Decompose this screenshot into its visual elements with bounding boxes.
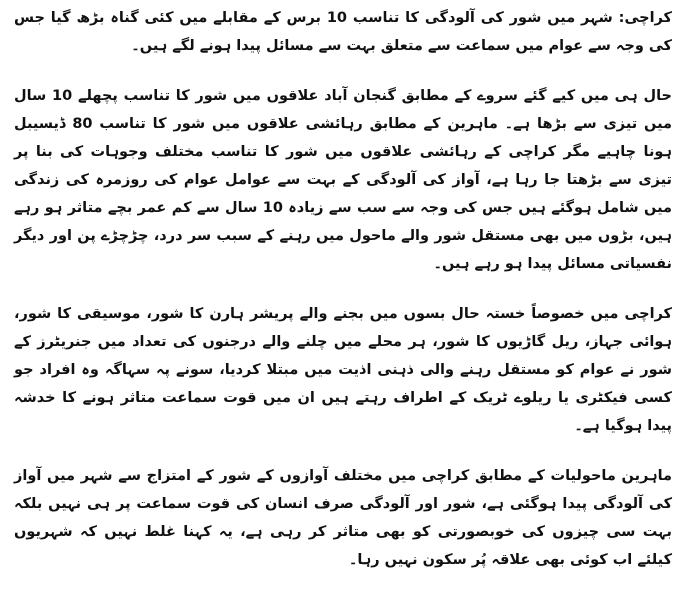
article-paragraph-2: حال ہی میں کیے گئے سروے کے مطابق گنجان آباد علاقوں میں شور کا تناسب پچھلے 10 سال میں تیزی سے بڑھا ہے۔ ماہرین کے مطابق رہائشی علاقوں میں شور کا تناسب 80 ڈیسیبل ہونا چاہیے مگر کراچی کے رہائشی علاقوں میں شور کا تناسب مختلف وجوہات کی بنا پر تیزی سے بڑھتا جا رہا ہے، آواز کی آلودگی کے بہت سے عوامل عوام کی روزمرہ کی زندگی میں شامل ہوگئے ہیں جس کی وجہ سے سب سے زیادہ 10 سال سے کم عمر بچے متاثر ہو رہے ہیں، بڑوں میں بھی مستقل شور والے ماحول میں رہنے کے سبب سر درد، چڑچڑے پن اور دیگر نفسیاتی مسائل پیدا ہو رہے ہیں۔ — [14, 88, 672, 272]
article-paragraph-4: ماہرین ماحولیات کے مطابق کراچی میں مختلف آوازوں کے شور کے امتزاج سے شہر میں آواز کی آلودگی پیدا ہوگئی ہے، شور اور آلودگی صرف انسان کی قوت سماعت پر ہی نہیں بلکہ بہت سی چیزوں کی خوبصورتی کو بھی متاثر کر رہی ہے، یہ کہنا غلط نہیں کہ شہریوں کیلئے اب کوئی بھی علاقہ پُر سکون نہیں رہا۔ — [14, 468, 672, 568]
news-article — [14, 4, 672, 596]
article-paragraph-1: کراچی: شہر میں شور کی آلودگی کا تناسب 10 برس کے مقابلے میں کئی گناہ بڑھ گیا جس کی وجہ سے عوام میں سماعت سے متعلق بہت سے مسائل پیدا ہونے لگے ہیں۔ — [14, 10, 672, 54]
article-paragraph-3: کراچی میں خصوصاً خستہ حال بسوں میں بجنے والے پریشر ہارن کا شور، موسیقی کا شور، ہوائی جہاز، ریل گاڑیوں کا شور، ہر محلے میں چلنے والے درجنوں کی تعداد میں جنریٹرز کے شور نے عوام کو مستقل رہنے والی ذہنی اذیت میں مبتلا کردیا، سونے پہ سہاگہ وہ افراد جو کسی فیکٹری یا ریلوے ٹریک کے اطراف رہتے ہیں ان میں قوت سماعت متاثر ہونے کا خدشہ پیدا ہوگیا ہے۔ — [14, 306, 672, 434]
